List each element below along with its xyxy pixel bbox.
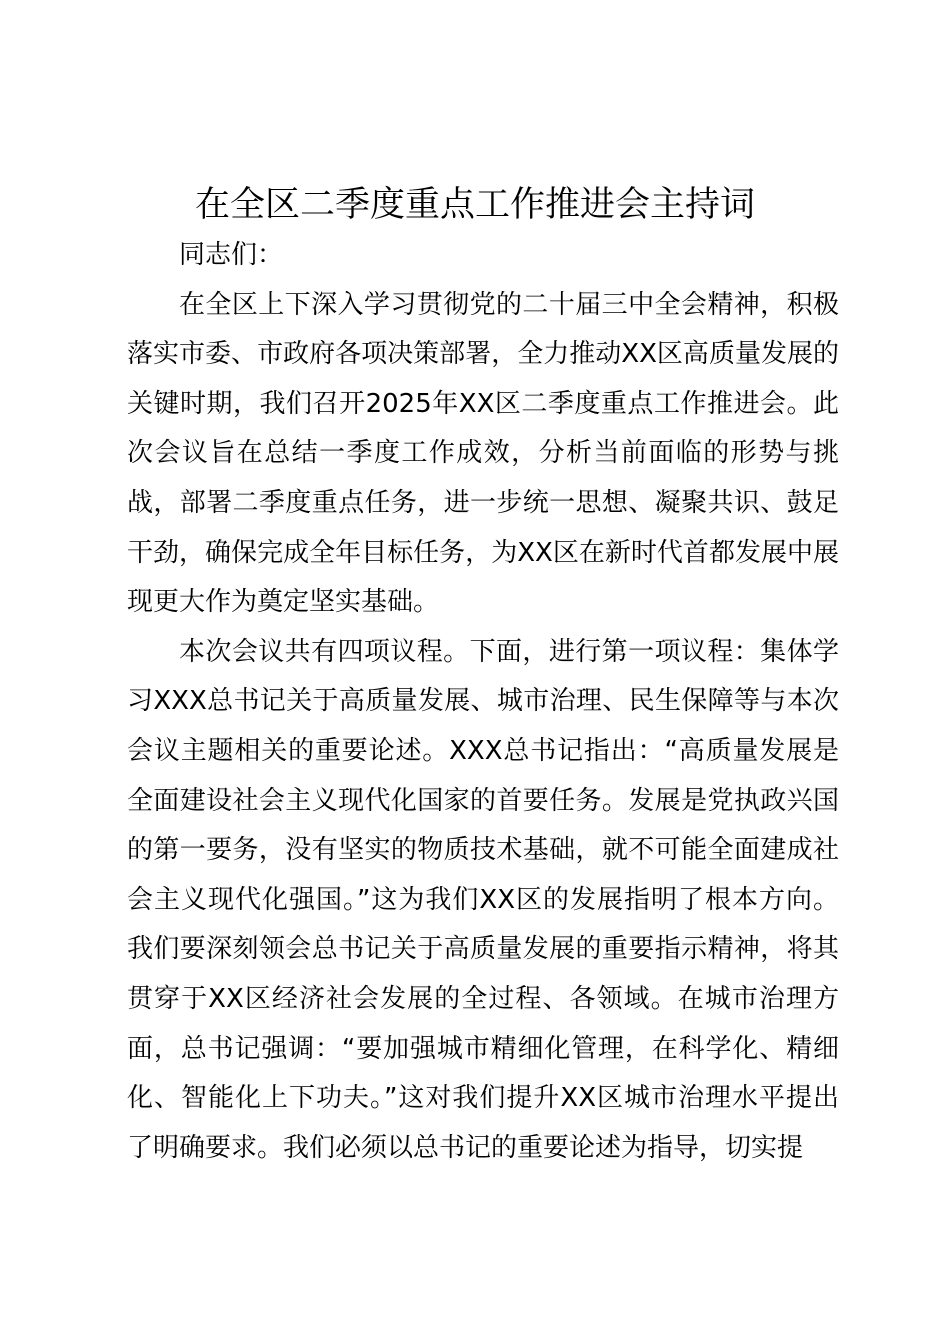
- paragraph-agenda: 本次会议共有四项议程。下面，进行第一项议程：集体学习XXX总书记关于高质量发展、城市治理、民生保障等与本次会议主题相关的重要论述。XXX总书记指出：“高质量发展是全面建设社会主义现代化国家的首要任务。发展是党执政兴国的第一要务，没有坚实的物质技术基础，就不可能全面建成社会主义现代化强国。”这为我们XX区的发展指明了根本方向。我们要深刻领会总书记关于高质量发展的重要指示精神，将其贯穿于XX区经济社会发展的全过程、各领域。在城市治理方面，总书记强调：“要加强城市精细化管理，在科学化、精细化、智能化上下功夫。”这对我们提升XX区城市治理水平提出了明确要求。我们必须以总书记的重要论述为指导，切实提: [127, 636, 839, 1163]
- salutation: 同志们：: [179, 240, 284, 270]
- paragraph-opening: 在全区上下深入学习贯彻党的二十届三中全会精神，积极落实市委、市政府各项决策部署，全力推动XX区高质量发展的关键时期，我们召开2025年XX区二季度重点工作推进会。此次会议旨在总结一季度工作成效，分析当前面临的形势与挑战，部署二季度重点任务，进一步统一思想、凝聚共识、鼓足干劲，确保完成全年目标任务，为XX区在新时代首都发展中展现更大作为奠定坚实基础。: [127, 289, 839, 618]
- document-body: [127, 231, 839, 1173]
- document-title: 在全区二季度重点工作推进会主持词: [194, 185, 755, 225]
